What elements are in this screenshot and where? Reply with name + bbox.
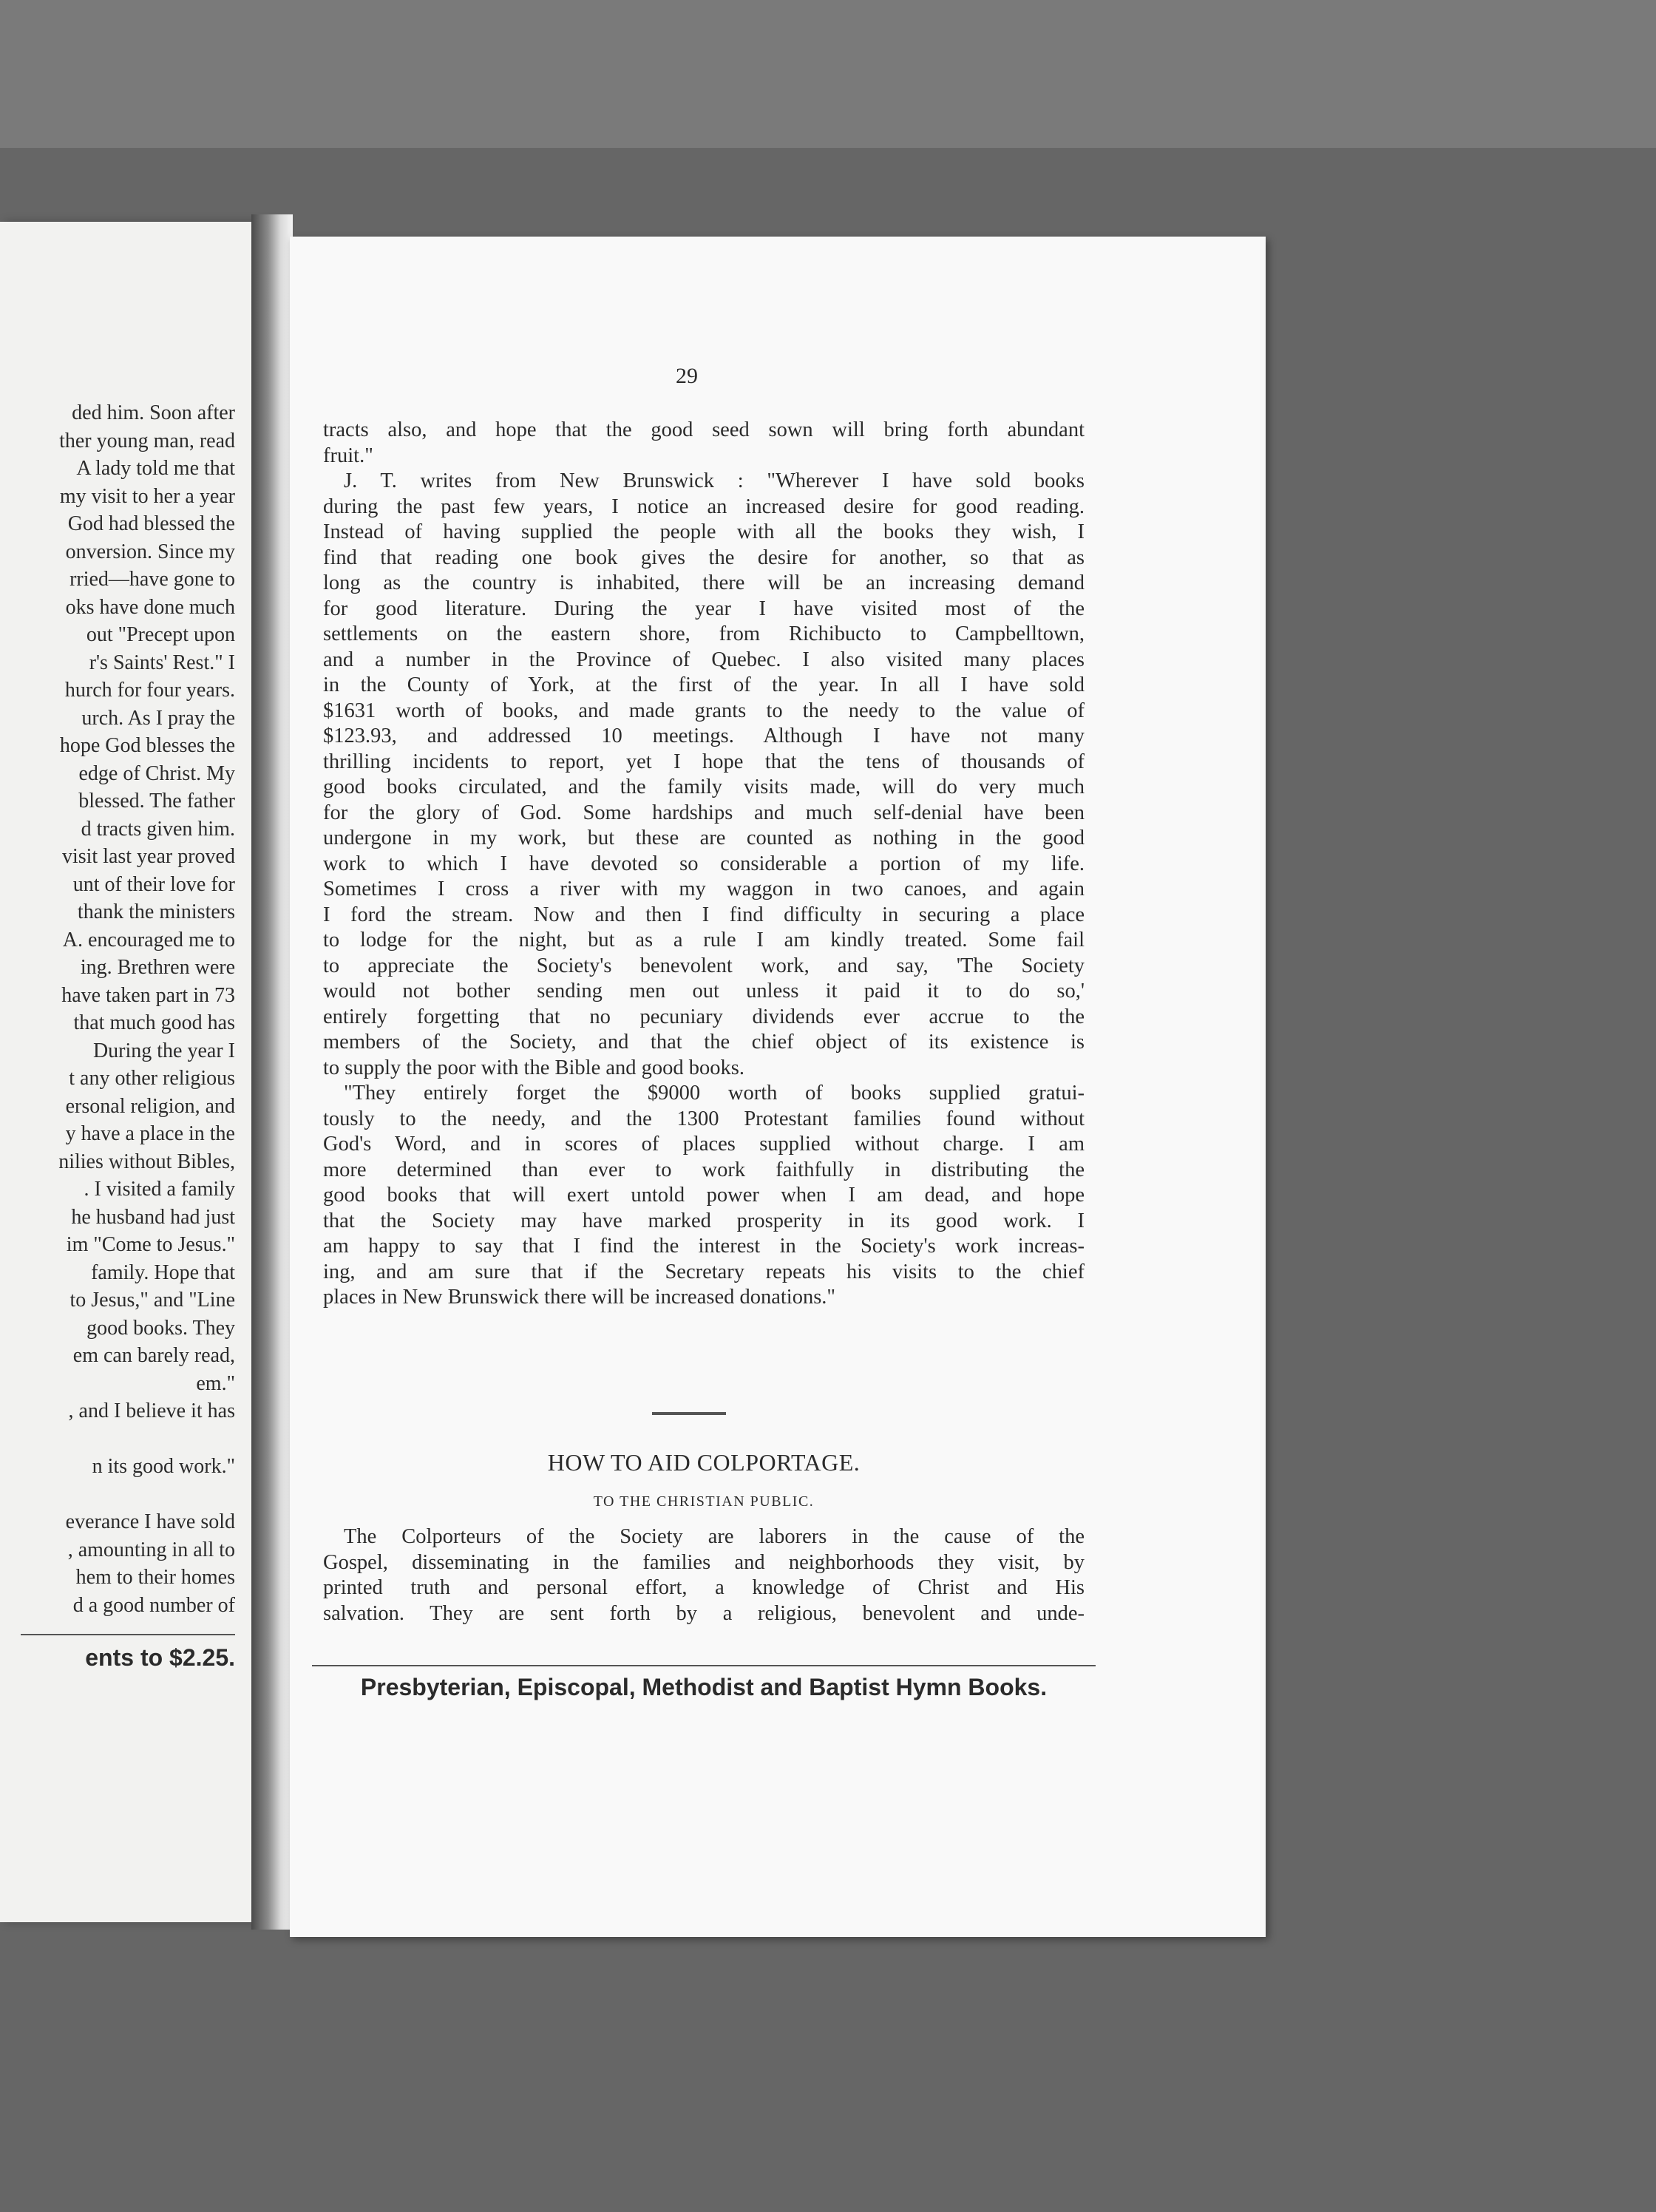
left-page-text: [0, 399, 235, 1619]
text-line: to supply the poor with the Bible and good books.: [323, 1056, 744, 1079]
left-text-line: r's Saints' Rest." I: [89, 651, 235, 674]
left-text-line: to Jesus," and "Line: [69, 1289, 235, 1312]
text-line: and a number in the Province of Quebec. I also visited many places: [323, 648, 1085, 671]
left-text-line: blessed. The father: [78, 790, 235, 812]
left-text-line: hurch for four years.: [64, 679, 235, 702]
text-line: thrilling incidents to report, yet I hope that the tens of thousands of: [323, 750, 1085, 773]
left-text-line: visit last year proved: [61, 845, 235, 868]
left-text-line: that much good has: [73, 1011, 235, 1034]
left-footer-ad: ents to $2.25.: [85, 1644, 235, 1671]
footer-rule: [312, 1665, 1096, 1666]
text-line: $123.93, and addressed 10 meetings. Although I have not many: [323, 725, 1085, 747]
section-divider: [652, 1412, 726, 1415]
section-body: [323, 1524, 1085, 1626]
footer-ad: Presbyterian, Episcopal, Methodist and Baptist Hymn Books.: [360, 1674, 1048, 1700]
scan-background-top: [0, 0, 1656, 148]
left-text-line: A. encouraged me to: [62, 928, 235, 951]
left-text-line: im "Come to Jesus.": [66, 1233, 235, 1256]
section-text-line: salvation. They are sent forth by a religious, benevolent and unde-: [323, 1601, 1085, 1625]
text-line: good books circulated, and the family visits made, will do very much: [323, 776, 1085, 798]
text-line: that the Society may have marked prosperity in its good work. I: [323, 1209, 1085, 1232]
text-line: Sometimes I cross a river with my waggon in two canoes, and again: [323, 878, 1085, 900]
left-text-line: have taken part in 73: [61, 983, 235, 1007]
text-line: members of the Society, and that the chief object of its existence is: [323, 1031, 1085, 1054]
left-text-line: [0, 1481, 235, 1509]
left-text-line: urch. As I pray the: [81, 706, 235, 730]
left-text-line: out "Precept upon: [86, 623, 235, 646]
text-line: to appreciate the Society's benevolent work, and say, 'The Society: [323, 954, 1085, 977]
left-text-line: ded him. Soon after: [72, 401, 235, 424]
text-line: I ford the stream. Now and then I find difficulty in securing a place: [323, 903, 1085, 926]
left-text-line: thank the ministers: [77, 900, 235, 923]
left-text-line: everance I have sold: [65, 1510, 235, 1533]
text-line: settlements on the eastern shore, from Richibucto to Campbelltown,: [323, 622, 1085, 645]
text-line: tracts also, and hope that the good seed sown will bring forth abundant: [323, 418, 1085, 441]
left-text-line: , and I believe it has: [68, 1400, 235, 1422]
text-line: more determined than ever to work faithfully in distributing the: [323, 1158, 1085, 1181]
text-line: "They entirely forget the $9000 worth of books supplied gratui-: [344, 1082, 1085, 1105]
left-text-line: n its good work.": [92, 1455, 235, 1478]
left-text-line: family. Hope that: [91, 1261, 235, 1284]
left-text-line: y have a place in the: [65, 1122, 235, 1145]
left-text-line: em.": [196, 1371, 235, 1395]
left-text-line: t any other religious: [69, 1067, 235, 1090]
text-line: Instead of having supplied the people with all the books they wish, I: [323, 520, 1085, 543]
section-subtitle: TO THE CHRISTIAN PUBLIC.: [593, 1493, 815, 1510]
text-line: undergone in my work, but these are counted as nothing in the good: [323, 827, 1085, 849]
text-line: for the glory of God. Some hardships and much self-denial have been: [323, 801, 1085, 824]
left-text-line: . I visited a family: [84, 1178, 235, 1201]
left-text-line: d a good number of: [72, 1593, 235, 1617]
section-text-line: Gospel, disseminating in the families and neighborhoods they visit, by: [323, 1550, 1085, 1574]
page-number: 29: [676, 364, 698, 388]
left-text-line: ersonal religion, and: [65, 1094, 235, 1118]
left-text-line: nilies without Bibles,: [58, 1150, 235, 1173]
left-text-line: ing. Brethren were: [80, 956, 235, 979]
text-line: during the past few years, I notice an increased desire for good reading.: [323, 495, 1085, 518]
right-page: [290, 237, 1266, 1937]
left-text-line: God had blessed the: [67, 512, 235, 535]
left-text-line: unt of their love for: [72, 872, 235, 896]
left-text-line: hem to their homes: [75, 1566, 235, 1589]
left-text-line: ther young man, read: [59, 429, 235, 452]
left-text-line: d tracts given him.: [81, 817, 235, 841]
left-text-line: good books. They: [86, 1316, 235, 1340]
text-line: fruit.": [323, 444, 373, 467]
section-text-line: The Colporteurs of the Society are laborers in the cause of the: [344, 1525, 1085, 1548]
text-line: find that reading one book gives the desire for another, so that as: [323, 546, 1085, 569]
text-line: in the County of York, at the first of the year. In all I have sold: [323, 674, 1085, 696]
text-line: to lodge for the night, but as a rule I am kindly treated. Some fail: [323, 929, 1085, 951]
left-text-line: A lady told me that: [76, 457, 235, 480]
left-text-line: edge of Christ. My: [78, 761, 235, 785]
text-line: good books that will exert untold power when I am dead, and hope: [323, 1184, 1085, 1207]
text-line: God's Word, and in scores of places supplied without charge. I am: [323, 1133, 1085, 1156]
text-line: ing, and am sure that if the Secretary repeats his visits to the chief: [323, 1260, 1085, 1283]
text-line: tously to the needy, and the 1300 Protestant families found without: [323, 1107, 1085, 1130]
left-text-line: oks have done much: [65, 595, 235, 619]
text-line: am happy to say that I find the interest in the Society's work increas-: [323, 1235, 1085, 1258]
left-text-line: rried—have gone to: [69, 568, 235, 591]
left-text-line: [0, 1425, 235, 1453]
left-text-line: em can barely read,: [72, 1344, 235, 1367]
left-footer-rule: [21, 1634, 235, 1635]
text-line: entirely forgetting that no pecuniary dividends ever accrue to the: [323, 1005, 1085, 1028]
left-text-line: my visit to her a year: [59, 484, 235, 508]
book-gutter: [251, 214, 293, 1930]
text-line: would not bother sending men out unless it paid it to do so,': [323, 980, 1085, 1002]
text-line: long as the country is inhabited, there will be an increasing demand: [323, 571, 1085, 594]
text-line: $1631 worth of books, and made grants to the needy to the value of: [323, 699, 1085, 722]
text-line: J. T. writes from New Brunswick : "Wherever I have sold books: [344, 469, 1085, 492]
left-text-line: onversion. Since my: [65, 540, 235, 563]
left-text-line: During the year I: [92, 1039, 235, 1062]
left-page: [0, 222, 274, 1922]
section-title: HOW TO AID COLPORTAGE.: [547, 1449, 861, 1476]
section-text-line: printed truth and personal effort, a knowledge of Christ and His: [323, 1576, 1085, 1599]
text-line: work to which I have devoted so considerable a portion of my life.: [323, 852, 1085, 875]
text-line: for good literature. During the year I have visited most of the: [323, 597, 1085, 620]
article-body: [323, 418, 1085, 1311]
text-line: places in New Brunswick there will be increased donations.": [323, 1286, 836, 1309]
left-text-line: he husband had just: [71, 1205, 235, 1229]
left-text-line: hope God blesses the: [59, 734, 235, 757]
left-text-line: , amounting in all to: [67, 1538, 235, 1561]
